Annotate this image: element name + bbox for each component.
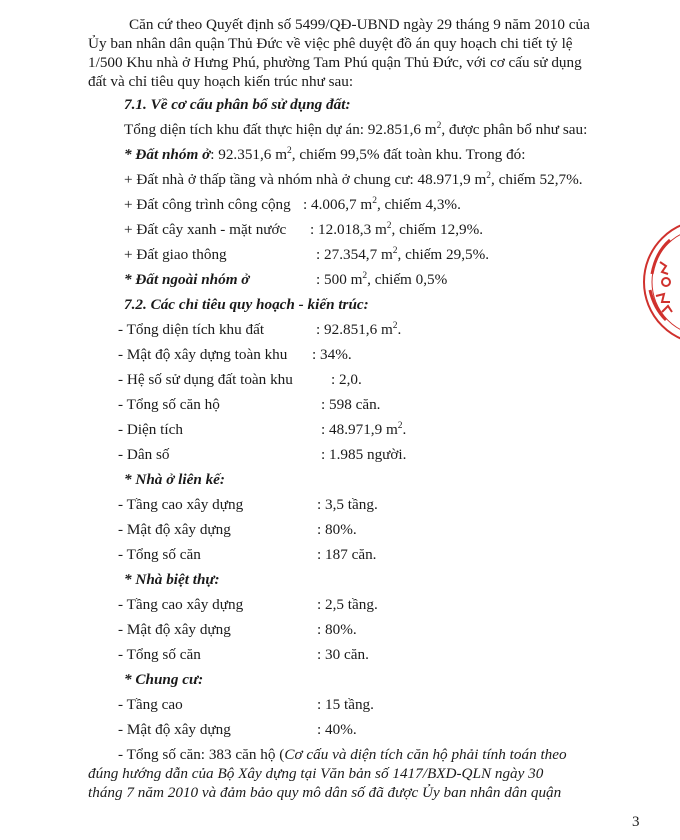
townhouse-count-value: : 187 căn. [317,546,377,563]
townhouse-density-value: : 80%. [317,521,357,538]
townhouse-count-label: - Tổng số căn [118,546,201,563]
units-value: : 598 căn. [321,396,381,413]
traffic-land-label: + Đất giao thông [124,246,227,263]
total-area-label: - Tổng diện tích khu đất [118,321,265,338]
housing-land-line: + Đất nhà ở thấp tầng và nhóm nhà ở chung cư: 48.971,9 $m^2$, chiếm 52,7%. [124,171,583,188]
intro-line-3: 1/500 Khu nhà ở Hưng Phú, phường Tam Phú quận Thủ Đức, với cơ cấu sử dụng [88,54,582,71]
intro-line-4: đất và chỉ tiêu quy hoạch kiến trúc như sau: [88,73,354,90]
traffic-land-value: : 27.354,7 $m^2$, chiếm 29,5%. [316,246,490,263]
group-land-label: * Đất nhóm ở [124,146,211,163]
apartment-floors-label: - Tầng cao [118,696,183,713]
section-7-2-heading: 7.2. Các chỉ tiêu quy hoạch - kiến trúc: [124,296,369,313]
townhouse-floors-value: : 3,5 tầng. [317,496,378,513]
apartment-count-line-1: - Tổng số căn: 383 căn hộ (Cơ cấu và diện tích căn hộ phải tính toán theo [118,746,567,763]
land-ratio-value: : 2,0. [331,371,362,388]
villa-floors-label: - Tầng cao xây dựng [118,596,244,613]
population-value: : 1.985 người. [321,446,407,463]
section-7-1-heading: 7.1. Về cơ cấu phân bổ sử dụng đất: [124,96,351,113]
apartment-floors-value: : 15 tầng. [317,696,374,713]
green-land-label: + Đất cây xanh - mặt nước [124,221,287,238]
intro-line-1: Căn cứ theo Quyết định số 5499/QĐ-UBND ngày 29 tháng 9 năm 2010 của [129,16,590,33]
outside-land-value: : 500 $m^2$, chiếm 0,5% [316,271,448,288]
units-label: - Tổng số căn hộ [118,396,220,413]
area-label: - Diện tích [118,421,183,438]
group-land-line: * Đất nhóm ở: 92.351,6 $m^2$, chiếm 99,5% đất toàn khu. Trong đó: [124,146,526,163]
villa-density-value: : 80%. [317,621,357,638]
villa-density-label: - Mật độ xây dựng [118,621,231,638]
villa-floors-value: : 2,5 tầng. [317,596,378,613]
villa-count-value: : 30 căn. [317,646,369,663]
apartment-density-label: - Mật độ xây dựng [118,721,231,738]
townhouse-heading: * Nhà ở liên kế: [124,471,225,488]
public-land-value: : 4.006,7 $m^2$, chiếm 4,3%. [303,196,461,213]
intro-line-2: Ủy ban nhân dân quận Thủ Đức về việc phê duyệt đồ án quy hoạch chi tiết tỷ lệ [88,35,573,52]
total-area-line: Tổng diện tích khu đất thực hiện dự án: 92.851,6 $m^2$, được phân bổ như sau: [124,121,588,138]
area-value: : 48.971,9 $m^2$. [321,421,407,438]
townhouse-density-label: - Mật độ xây dựng [118,521,231,538]
townhouse-floors-label: - Tầng cao xây dựng [118,496,244,513]
villa-heading: * Nhà biệt thự: [124,571,220,588]
apartment-count-line-3: tháng 7 năm 2010 và đảm bảo quy mô dân số đã được Ủy ban nhân dân quận [88,784,562,801]
apartment-density-value: : 40%. [317,721,357,738]
apartment-count-line-2: đúng hướng dẫn của Bộ Xây dựng tại Văn bản số 1417/BXD-QLN ngày 30 [88,765,544,782]
apartment-heading: * Chung cư: [124,671,204,688]
red-seal-stamp-fragment [636,212,680,352]
green-land-value: : 12.018,3 $m^2$, chiếm 12,9%. [310,221,484,238]
public-land-label: + Đất công trình công cộng [124,196,291,213]
land-ratio-label: - Hệ số sử dụng đất toàn khu [118,371,293,388]
page-number: 3 [632,814,640,830]
population-label: - Dân số [118,446,170,463]
density-value: : 34%. [312,346,352,363]
density-label: - Mật độ xây dựng toàn khu [118,346,288,363]
total-area-value: : 92.851,6 $m^2$. [316,321,402,338]
villa-count-label: - Tổng số căn [118,646,201,663]
outside-land-label: * Đất ngoài nhóm ở [124,271,250,288]
